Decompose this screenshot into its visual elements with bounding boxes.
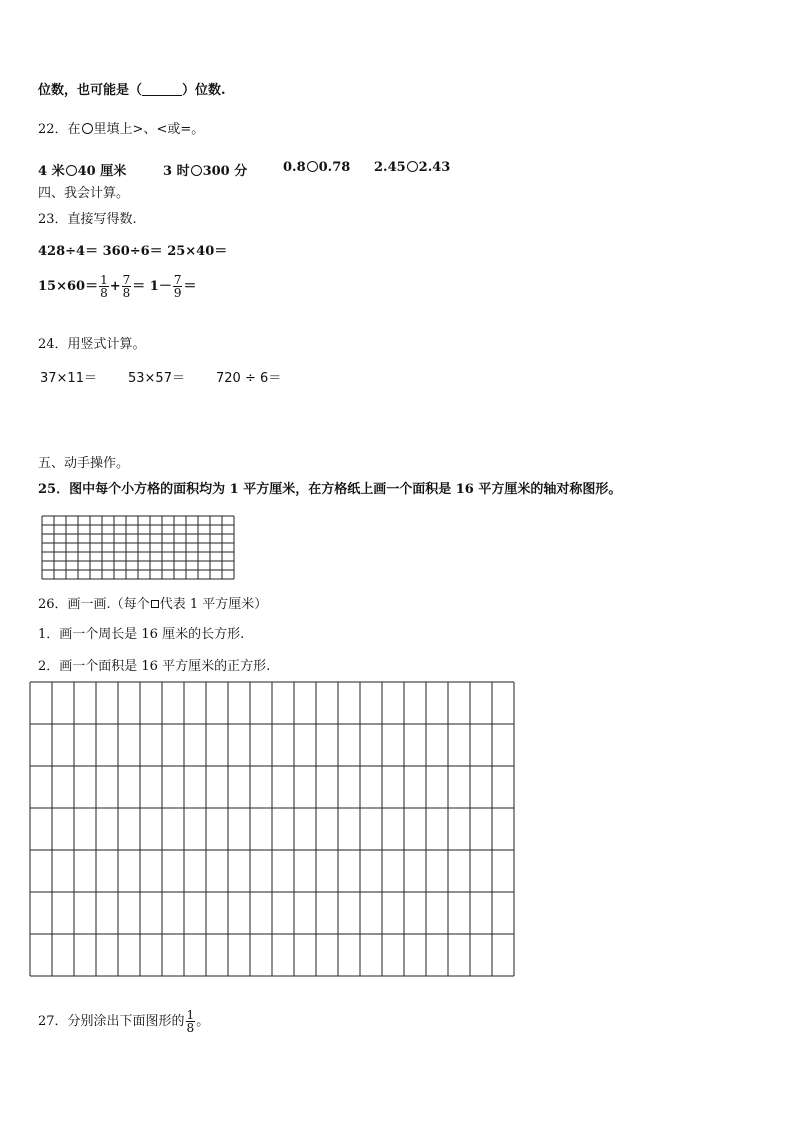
q22-item-2: 3 时 300 分 <box>163 164 248 179</box>
q22-item-3: 0.8 0.78 <box>283 160 351 175</box>
q24-item-2: 53×57＝ <box>128 371 185 386</box>
q21-tail-before: 位数，也可能是（ <box>38 83 143 98</box>
q26-item-1: 1．画一个周长是 16 厘米的长方形. <box>38 627 245 642</box>
q27-title: 27．分别涂出下面图形的 $\frac{1}{8}$ 。 <box>38 1008 210 1035</box>
small-square-icon <box>151 600 159 608</box>
answer-blank[interactable] <box>142 83 182 96</box>
q23-row1: 428÷4＝ 360÷6＝ 25×40＝ <box>38 244 228 259</box>
section-5-title: 五、动手操作。 <box>38 456 130 471</box>
q24-item-1: 37×11＝ <box>40 371 97 386</box>
q24-item-3: 720 ÷ 6＝ <box>216 371 282 386</box>
compare-circle[interactable] <box>191 165 202 176</box>
compare-circle[interactable] <box>66 165 77 176</box>
small-square-grid[interactable] <box>41 515 236 580</box>
q23-row2: 15×60＝ $\frac{1}{8}$ + $\frac{7}{8}$ ＝ 1－ $\frac{7}{9}$ ＝ <box>38 273 197 300</box>
q22-title: 22．在 里填上>、<或=。 <box>38 122 205 137</box>
fraction: $\frac{7}{8}$ <box>122 273 131 300</box>
compare-circle[interactable] <box>407 161 418 172</box>
q23-title: 23．直接写得数. <box>38 212 137 227</box>
fraction: $\frac{1}{8}$ <box>100 273 108 300</box>
q22-item-1: 4 米 40 厘米 <box>38 164 127 179</box>
compare-circle[interactable] <box>307 161 318 172</box>
q24-title: 24．用竖式计算。 <box>38 337 146 352</box>
large-square-grid[interactable] <box>29 681 518 980</box>
q21-tail-line <box>38 82 226 100</box>
q21-tail-after: ）位数. <box>182 83 226 98</box>
q25-title: 25．图中每个小方格的面积均为 1 平方厘米，在方格纸上画一个面积是 16 平方厘米的轴对称图形。 <box>38 482 622 497</box>
q22-item-4: 2.45 2.43 <box>374 160 451 175</box>
q26-item-2: 2．画一个面积是 16 平方厘米的正方形. <box>38 659 271 674</box>
q26-title: 26．画一画.（每个 代表 1 平方厘米） <box>38 597 268 612</box>
circle-icon <box>82 123 93 134</box>
section-4-title: 四、我会计算。 <box>38 186 130 201</box>
fraction: $\frac{1}{8}$ <box>186 1008 195 1035</box>
fraction: $\frac{7}{9}$ <box>173 273 182 300</box>
